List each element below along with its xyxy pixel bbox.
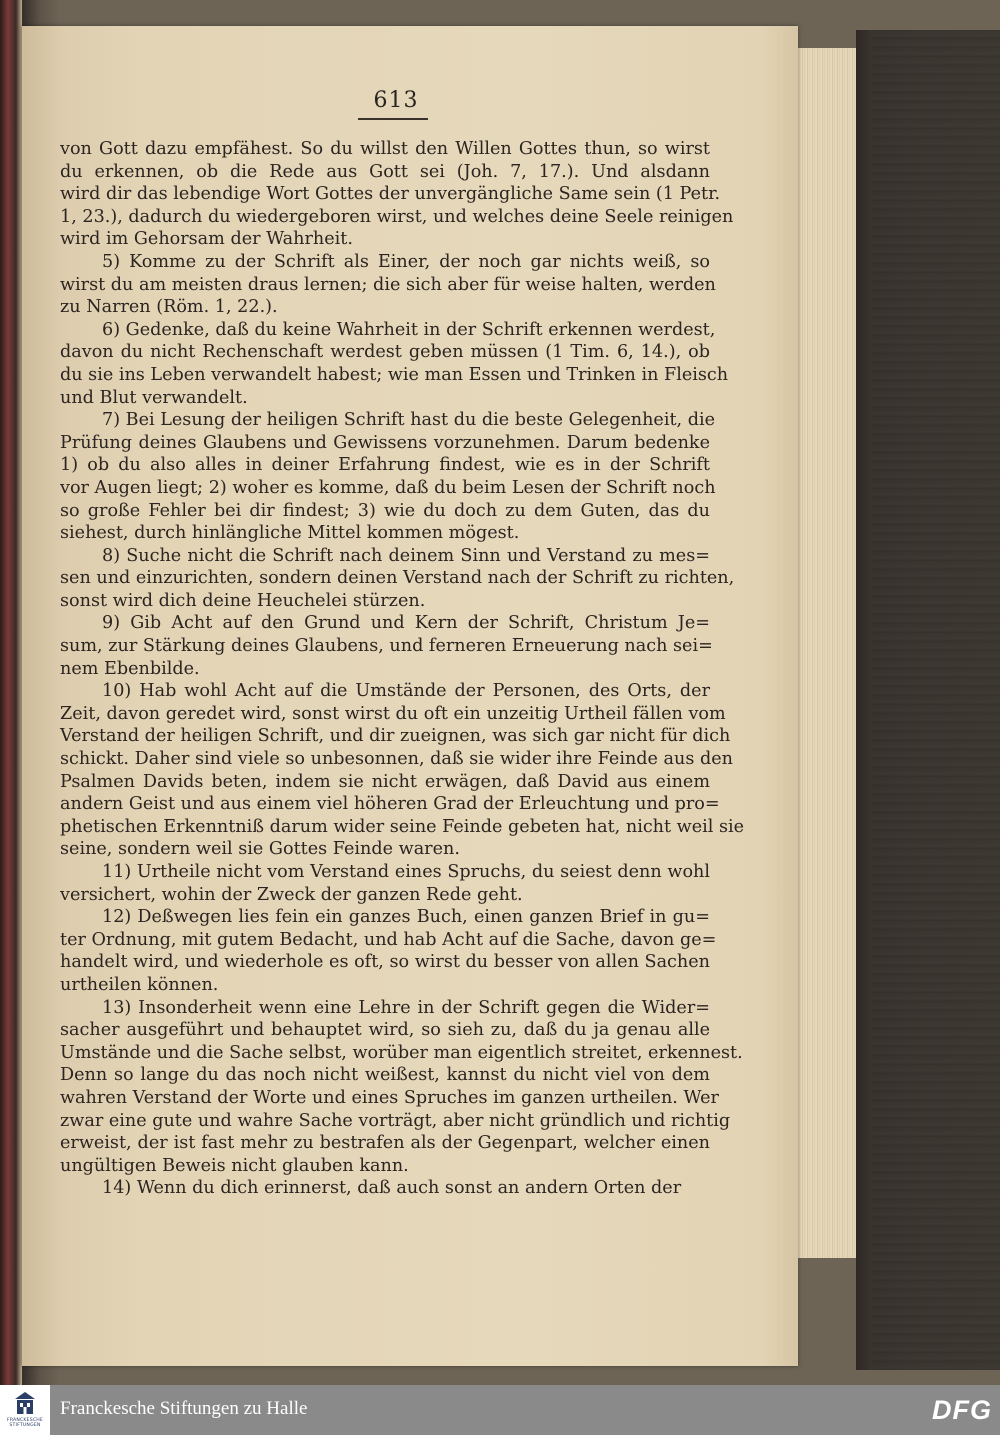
text-line: 1, 23.), dadurch du wiedergeboren wirst, und welches deine Seele reinigen (60, 206, 734, 227)
franckesche-logo[interactable] (0, 1385, 50, 1435)
paragraph (60, 138, 734, 251)
text-line: 14) Wenn du dich erinnerst, daß auch sonst an andern Orten der (102, 1178, 682, 1199)
page-body-text (60, 138, 745, 1200)
text-line: urtheilen können. (60, 974, 219, 995)
text-line: ungültigen Beweis nicht glauben kann. (60, 1155, 409, 1176)
text-line: sum, zur Stärkung deines Glaubens, und ferneren Erneuerung nach sei= (60, 636, 713, 657)
page-number-rule (358, 118, 428, 120)
text-line: davon du nicht Rechenschaft werdest geben müssen (1 Tim. 6, 14.), ob (60, 342, 710, 363)
paragraph (60, 997, 743, 1178)
text-line: 10) Hab wohl Acht auf die Umstände der Personen, des Orts, der (102, 681, 710, 702)
book-spine-left (0, 0, 22, 1385)
text-line: du erkennen, ob die Rede aus Gott sei (Joh. 7, 17.). Und alsdann (60, 161, 710, 182)
text-line: wirst du am meisten draus lernen; die sich aber für weise halten, werden (60, 274, 716, 295)
page-edges (798, 48, 856, 1258)
text-line: Denn so lange du das noch nicht weißest, kannst du nicht viel von dem (60, 1065, 710, 1086)
text-line: erweist, der ist fast mehr zu bestrafen als der Gegenpart, welcher einen (60, 1133, 710, 1154)
text-line: seine, sondern weil sie Gottes Feinde waren. (60, 839, 460, 860)
text-line: 8) Suche nicht die Schrift nach deinem Sinn und Verstand zu mes= (102, 545, 710, 566)
text-line: 6) Gedenke, daß du keine Wahrheit in der Schrift erkennen werdest, (102, 319, 716, 340)
text-line: 5) Komme zu der Schrift als Einer, der noch gar nichts weiß, so (102, 251, 710, 272)
cover-texture (872, 30, 1000, 1370)
dfg-logo[interactable]: DFG (932, 1395, 992, 1425)
paragraph (60, 545, 735, 613)
text-line: 1) ob du also alles in deiner Erfahrung findest, wie es in der Schrift (60, 455, 710, 476)
text-line: so große Fehler bei dir findest; 3) wie du doch zu dem Guten, das du (60, 500, 710, 521)
text-line: 11) Urtheile nicht vom Verstand eines Spruchs, du seiest denn wohl (102, 862, 710, 882)
text-line: sacher ausgeführt und behauptet wird, so sieh zu, daß du ja genau alle (60, 1020, 710, 1041)
logo-text: FRANCKESCHE STIFTUNGEN (6, 1418, 44, 1429)
paragraph (60, 680, 745, 861)
text-line: und Blut verwandelt. (60, 387, 248, 408)
text-line: 7) Bei Lesung der heiligen Schrift hast du die beste Gelegenheit, die (102, 410, 716, 431)
text-line: zwar eine gute und wahre Sache vorträgt, aber nicht gründlich und richtig (60, 1110, 731, 1131)
text-line: 13) Insonderheit wenn eine Lehre in der Schrift gegen die Wider= (102, 997, 710, 1018)
paragraph (60, 861, 710, 906)
paragraph (60, 612, 713, 680)
text-line: zu Narren (Röm. 1, 22.). (60, 297, 278, 318)
text-line: nem Ebenbilde. (60, 658, 200, 679)
text-line: Psalmen Davids beten, indem sie nicht erwägen, daß David aus einem (60, 771, 710, 792)
text-line: Zeit, davon geredet wird, sonst wirst du oft ein unzeitig Urtheil fällen vom (60, 703, 726, 724)
text-line: wird dir das lebendige Wort Gottes der unvergängliche Same sein (1 Petr. (60, 184, 721, 205)
paragraph (60, 1177, 710, 1200)
text-line: handelt wird, und wiederhole es oft, so wirst du besser von allen Sachen (60, 952, 710, 973)
text-line: vor Augen liegt; 2) woher es komme, daß du beim Lesen der Schrift noch (60, 477, 716, 498)
text-line: wird im Gehorsam der Wahrheit. (60, 229, 353, 250)
footer-title[interactable]: Franckesche Stiftungen zu Halle (60, 1398, 308, 1419)
page-number: 613 (373, 88, 419, 113)
paragraph (60, 906, 717, 996)
paragraph (60, 319, 729, 409)
text-line: andern Geist und aus einem viel höheren Grad der Erleuchtung und pro= (60, 794, 720, 815)
text-line: wahren Verstand der Worte und eines Spruches im ganzen urtheilen. Wer (60, 1087, 719, 1108)
footer-bar (0, 1385, 1000, 1435)
text-line: sonst wird dich deine Heuchelei stürzen. (60, 590, 426, 611)
paragraph (60, 409, 716, 545)
text-line: siehest, durch hinlängliche Mittel kommen mögest. (60, 523, 520, 544)
text-line: Verstand der heiligen Schrift, und dir zueignen, was sich gar nicht für dich (60, 726, 731, 747)
paragraph (60, 251, 716, 319)
text-line: phetischen Erkenntniß darum wider seine Feinde gebeten hat, nicht weil sie (60, 816, 745, 837)
text-line: 12) Deßwegen lies fein ein ganzes Buch, einen ganzen Brief in gu= (102, 907, 710, 928)
text-line: schickt. Daher sind viele so unbesonnen, daß sie wider ihre Feinde aus den (60, 749, 733, 770)
text-line: du sie ins Leben verwandelt habest; wie man Essen und Trinken in Fleisch (60, 364, 729, 385)
text-line: sen und einzurichten, sondern deinen Verstand nach der Schrift zu richten, (60, 568, 735, 589)
text-line: 9) Gib Acht auf den Grund und Kern der Schrift, Christum Je= (102, 613, 710, 634)
text-line: versichert, wohin der Zweck der ganzen Rede geht. (60, 884, 523, 905)
text-line: von Gott dazu empfähest. So du willst den Willen Gottes thun, so wirst (60, 139, 710, 159)
building-icon (14, 1391, 36, 1417)
text-line: ter Ordnung, mit gutem Bedacht, und hab Acht auf die Sache, davon ge= (60, 929, 717, 950)
text-line: Umstände und die Sache selbst, worüber man eigentlich streitet, erkennest. (60, 1042, 743, 1063)
text-line: Prüfung deines Glaubens und Gewissens vorzunehmen. Darum bedenke (60, 432, 710, 453)
